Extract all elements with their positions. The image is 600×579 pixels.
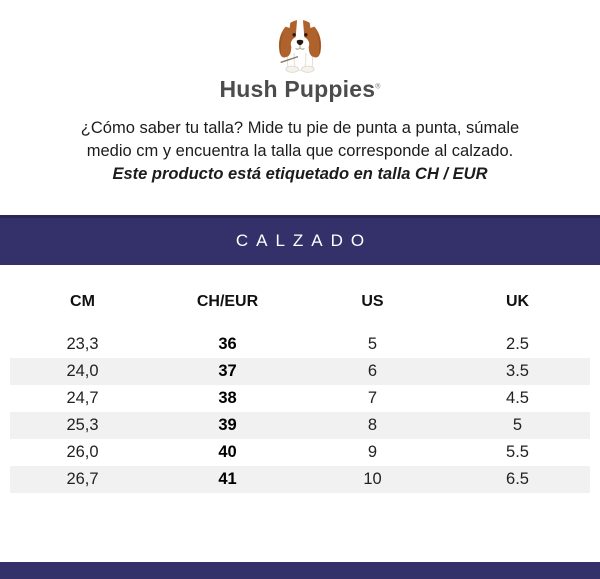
table-row [10, 358, 590, 385]
table-cell: 37 [218, 361, 237, 380]
table-row [10, 466, 590, 493]
table-cell: 5 [512, 415, 523, 434]
table-cell: 9 [367, 442, 378, 461]
table-cell: 8 [367, 415, 378, 434]
table-cell: 25,3 [66, 415, 99, 434]
column-header-us: US [361, 292, 384, 310]
instruction-line-1: ¿Cómo saber tu talla? Mide tu pie de punta a punta, súmale [80, 119, 520, 137]
trademark-symbol: ® [375, 83, 381, 91]
instruction-line-2: medio cm y encuentra la talla que corresponde al calzado. [86, 141, 514, 160]
section-title: CALZADO [235, 231, 373, 250]
table-row [10, 412, 590, 439]
table-cell: 41 [218, 469, 237, 488]
sizing-instructions [0, 117, 600, 186]
table-cell: 38 [218, 388, 237, 407]
table-cell: 26,0 [66, 442, 99, 461]
table-cell: 24,7 [66, 388, 99, 407]
table-cell: 23,3 [66, 334, 99, 353]
label-size-note: Este producto está etiquetado en talla CH / EUR [112, 165, 488, 183]
table-row [10, 385, 590, 412]
table-cell: 5.5 [506, 442, 529, 461]
table-cell: 10 [363, 469, 382, 488]
size-table [10, 287, 590, 493]
size-table-header [10, 287, 590, 317]
table-cell: 6 [367, 361, 378, 380]
table-row [10, 331, 590, 358]
brand-wordmark: Hush Puppies® [219, 76, 381, 102]
brand-logo [0, 14, 600, 101]
column-header-cm: CM [70, 292, 95, 310]
section-header-band [0, 215, 600, 265]
table-cell: 24,0 [66, 361, 99, 380]
table-cell: 3.5 [506, 361, 529, 380]
table-cell: 40 [218, 442, 237, 461]
table-cell: 2.5 [506, 334, 529, 353]
table-cell: 36 [218, 334, 237, 353]
column-header-uk: UK [505, 292, 530, 310]
table-cell: 26,7 [66, 469, 99, 488]
table-cell: 4.5 [506, 388, 529, 407]
table-row [10, 439, 590, 466]
table-cell: 7 [367, 388, 378, 407]
basset-hound-dog-icon [269, 14, 331, 76]
table-cell: 39 [218, 415, 237, 434]
column-header-ch-eur: CH/EUR [196, 292, 259, 310]
table-cell: 5 [367, 334, 378, 353]
size-table-body [10, 331, 590, 493]
table-cell: 6.5 [506, 469, 529, 488]
